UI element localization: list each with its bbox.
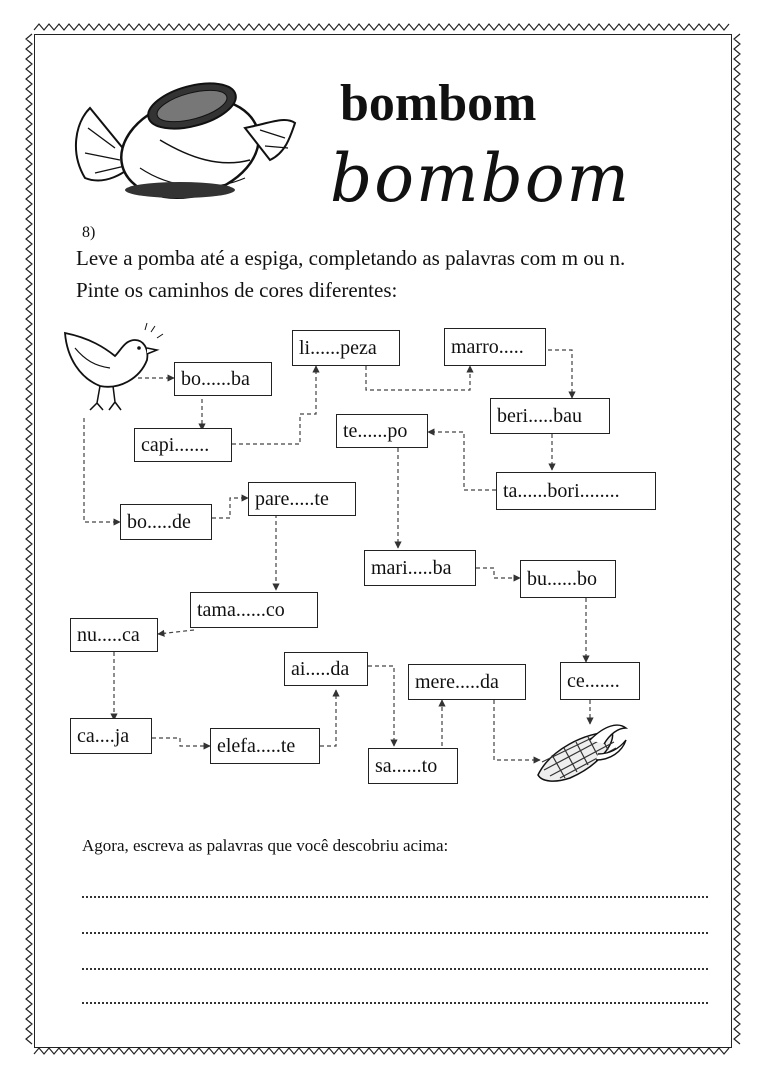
title-cursive: bombom [330,140,632,217]
word-text: mari.....ba [371,557,452,579]
word-text: sa......to [375,755,438,777]
word-text: elefa.....te [217,735,296,757]
word-box[interactable] [70,718,152,754]
exercise-number: 8) [82,224,96,241]
title-print: bombom [340,75,537,132]
word-text: ca....ja [77,725,130,747]
word-box[interactable] [560,662,640,700]
instruction-line-1: Leve a pomba até a espiga, completando as palavras com m ou n. [76,246,626,270]
word-text: bo......ba [181,368,250,390]
word-box[interactable] [120,504,212,540]
word-text: ta......bori........ [503,480,620,502]
word-box[interactable] [174,362,272,396]
word-text: bo.....de [127,511,191,533]
word-text: ce....... [567,670,620,692]
word-text: nu.....ca [77,624,140,646]
word-box[interactable] [490,398,610,434]
word-box[interactable] [496,472,656,510]
word-box[interactable] [368,748,458,784]
word-box[interactable] [284,652,368,686]
answer-line[interactable] [82,894,708,898]
instruction-line-2: Pinte os caminhos de cores diferentes: [76,278,398,302]
word-text: bu......bo [527,568,597,590]
answer-line[interactable] [82,966,708,970]
word-text: pare.....te [255,488,329,510]
word-box[interactable] [408,664,526,700]
answer-line[interactable] [82,930,708,934]
word-box[interactable] [190,592,318,628]
word-box[interactable] [336,414,428,448]
word-box[interactable] [210,728,320,764]
word-box[interactable] [134,428,232,462]
word-text: beri.....bau [497,405,582,427]
answer-instruction: Agora, escreva as palavras que você descobriu acima: [82,836,449,855]
word-text: tama......co [197,599,285,621]
word-box[interactable] [444,328,546,366]
answer-line[interactable] [82,1000,708,1004]
word-box[interactable] [292,330,400,366]
word-text: te......po [343,420,408,442]
word-text: marro..... [451,336,524,358]
word-box[interactable] [70,618,158,652]
word-box[interactable] [248,482,356,516]
word-text: capi....... [141,434,210,456]
word-box[interactable] [364,550,476,586]
word-box[interactable] [520,560,616,598]
word-text: li......peza [299,337,377,359]
word-text: ai.....da [291,658,350,680]
word-text: mere.....da [415,671,499,693]
